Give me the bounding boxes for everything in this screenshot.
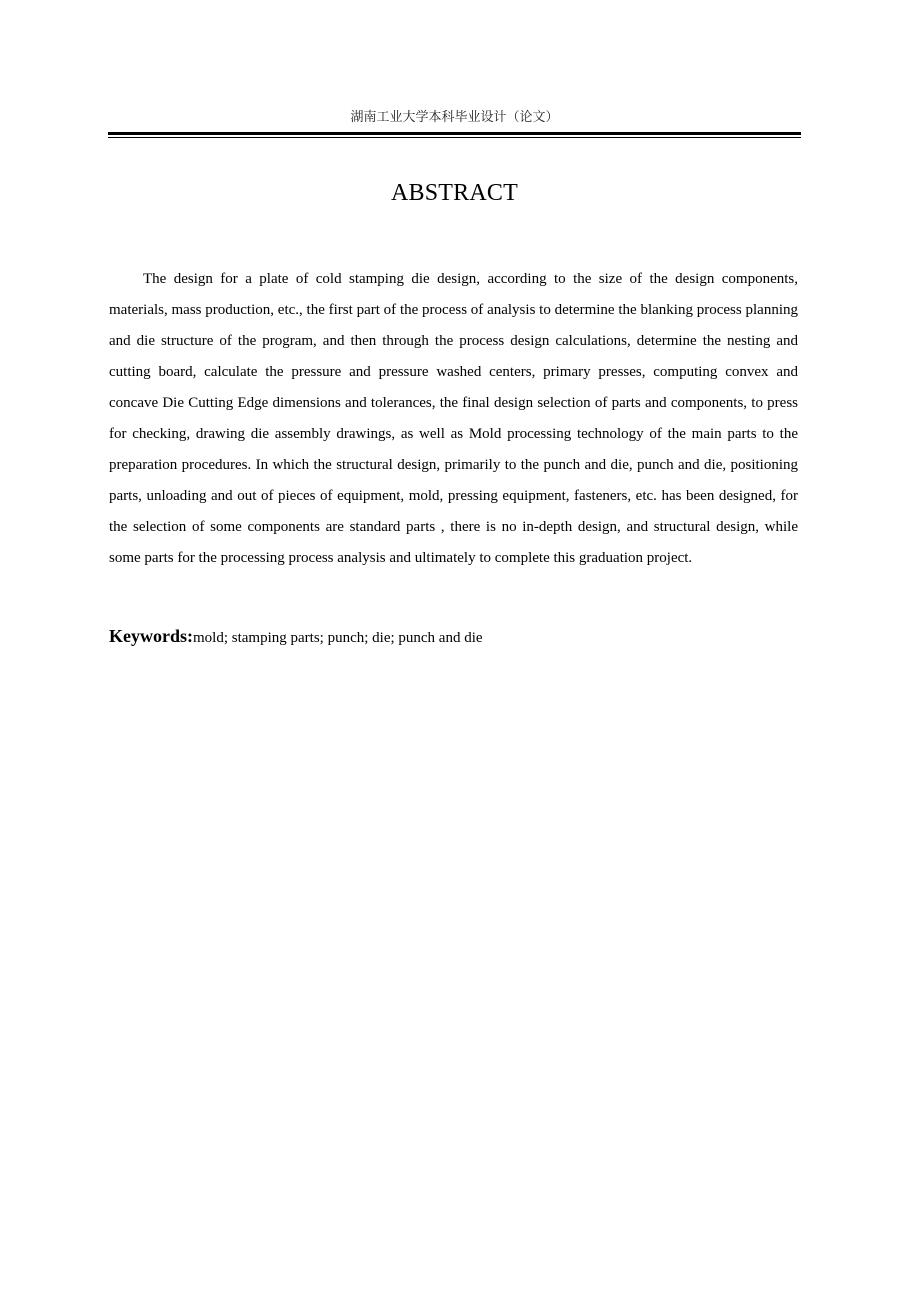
abstract-paragraph: The design for a plate of cold stamping die design, according to the size of the design components, materials, mass production, etc., the first part of the process of analysis to determine the blanking process planning and die structure of the program, and then through the process design calculations, determine the nesting and cutting board, calculate the pressure and pressure washed centers, primary presses, computing convex and concave Die Cutting Edge dimensions and tolerances, the final design selection of parts and components, to press for checking, drawing die assembly drawings, as well as Mold processing technology of the main parts to the preparation procedures. In which the structural design, primarily to the punch and die, punch and die, positioning parts, unloading and out of pieces of equipment, mold, pressing equipment, fasteners, etc. has been designed, for the selection of some components are standard parts , there is no in-depth design, and structural design, while some parts for the processing process analysis and ultimately to complete this graduation project. (109, 271, 798, 566)
header-rule-thin (108, 137, 801, 138)
keywords-line (109, 621, 798, 654)
running-header: 湖南工业大学本科毕业设计（论文） (350, 110, 559, 125)
keywords-label: Keywords: (109, 626, 193, 646)
header-rule-thick (108, 132, 801, 135)
keywords-text: mold; stamping parts; punch; die; punch and die (193, 630, 483, 646)
page-title: ABSTRACT (391, 180, 518, 206)
